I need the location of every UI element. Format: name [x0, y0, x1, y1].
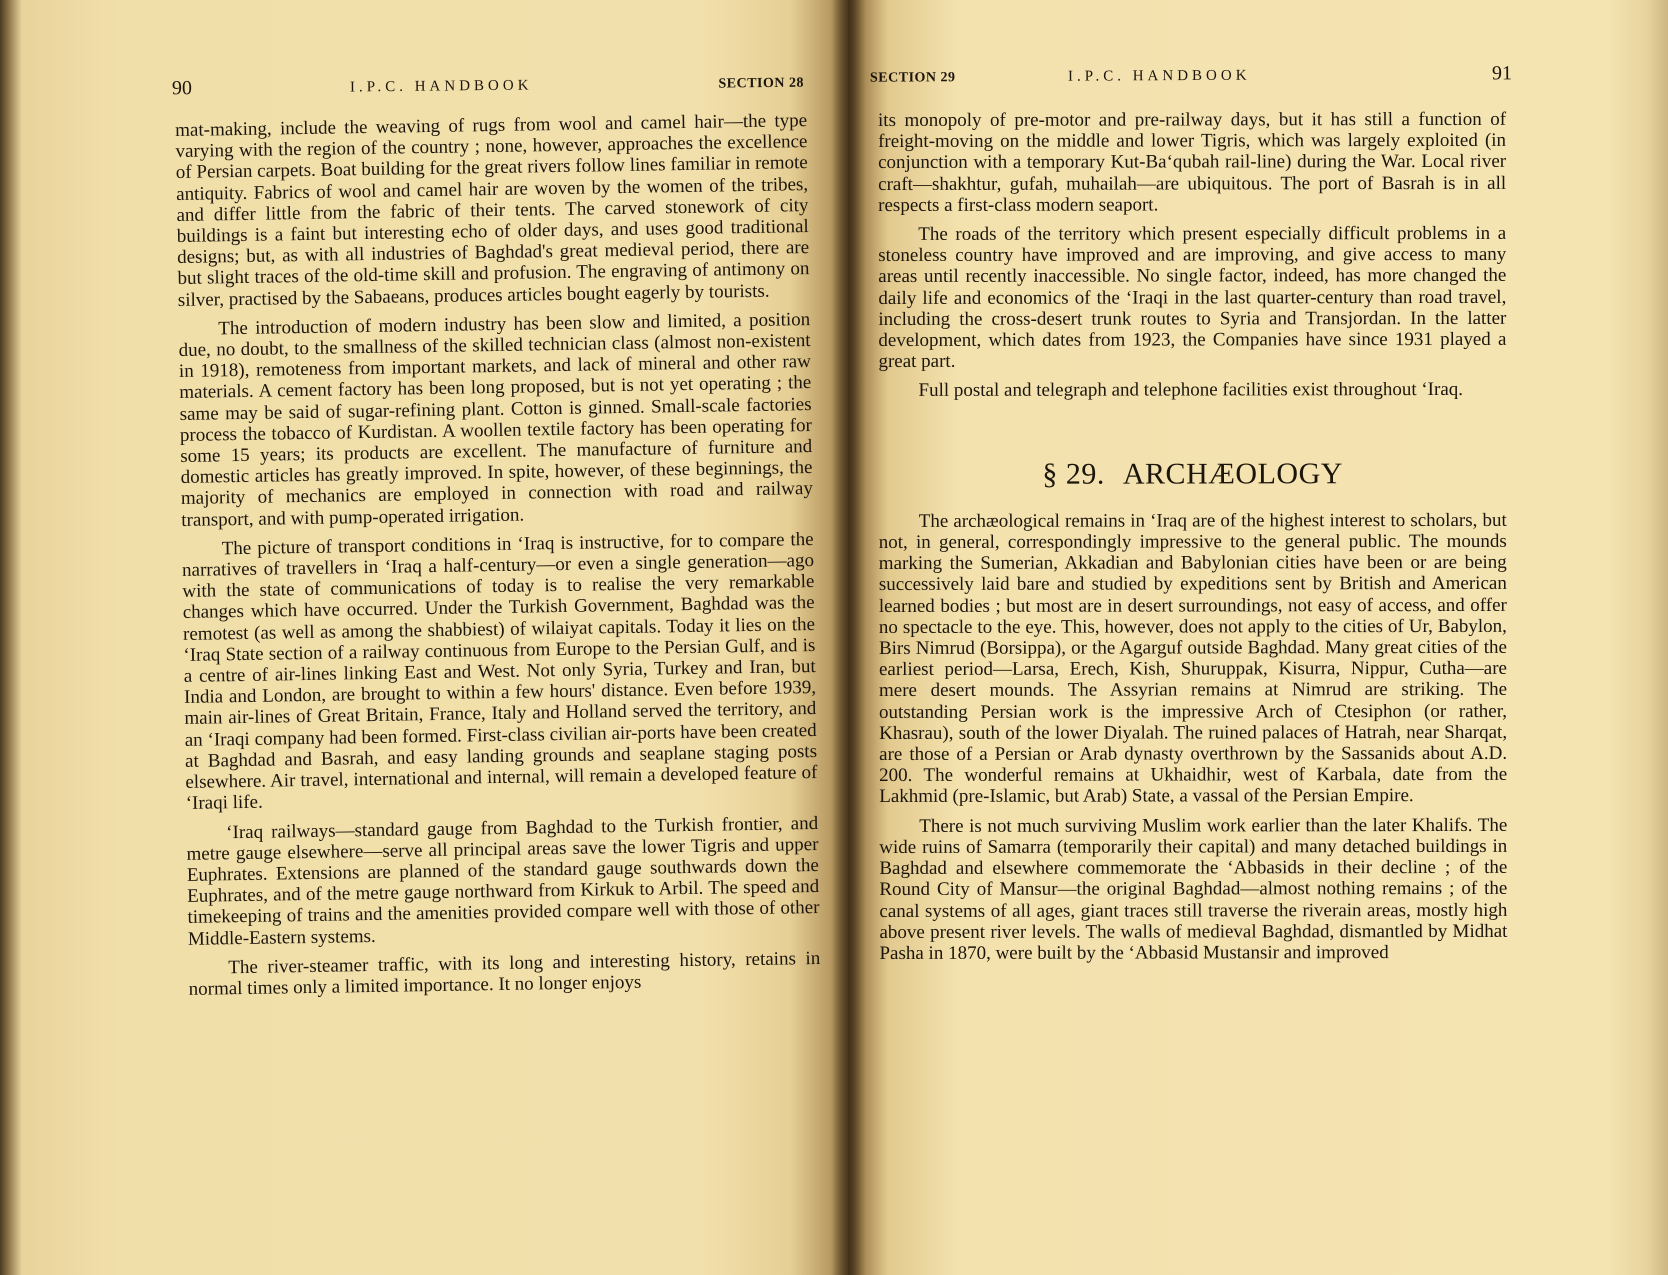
right-page-number: 91 — [1491, 62, 1513, 85]
left-paragraph: The river-steamer traffic, with its long and interesting history, retains in normal times only a limited importance. It no longer enjoys — [188, 947, 821, 1000]
right-paragraph: its monopoly of pre-motor and pre-railway days, but it has still a function of freight-moving on the middle and lower Tigris, which was largely exploited (in conjunction with a temporary Kut-Ba‘qubah rail-line) during the War. Local river craft—shakhtur, gufah, muhailah—are ubiquitous. The port of Basrah is in all respects a first-class modern seaport. — [878, 108, 1507, 216]
right-paragraph: The archæological remains in ‘Iraq are of the highest interest to scholars, but not, in general, correspondingly impressive to the general public. The mounds marking the Sumerian, Akkadian and Babylonian cities have been or are being successively laid bare and studied by expeditions sent by British and American learned bodies ; but most are in desert surroundings, not easy of access, and offer no spectacle to the eye. This, however, does not apply to the cities of Ur, Babylon, Birs Nimrud (Borsippa), or the Agarguf outside Baghdad. Many great cities of the earliest period—Larsa, Erech, Kish, Shuruppak, Kisurra, Nippur, Cutha—are mere desert mounds. The Assyrian remains at Nimrud are striking. The outstanding Persian work is the impressive Arch of Ctesiphon (or rather, Khasrau), south of the lower Diyalah. The ruined palaces of Hatrah, near Sharqat, are those of a Persian or Arab dynasty overthrown by the Sassanids about A.D. 200. The wonderful remains at Ukhaidhir, west of Karbala, date from the Lakhmid (pre-Islamic, but Arab) State, a vassal of the Persian Empire. — [878, 509, 1508, 808]
left-paragraph: The picture of transport conditions in ‘Iraq is instructive, for to compare the narratives of travellers in ‘Iraq a half-century—or even a single generation—ago with the state of communications of today is to realise the very remarkable changes which have occurred. Under the Turkish Government, Baghdad was the remotest (as well as among the shabbiest) of wilaiyat capitals. Today it lies on the ‘Iraq State section of a railway continuous from Europe to the Persian Gulf, and is a centre of air-lines linking East and West. Not only Syria, Turkey and Iran, but India and London, are brought to within a few hours' distance. Even before 1939, main air-lines of Great Britain, France, Italy and Holland served the territory, and an ‘Iraqi company had been formed. First-class civilian air-ports have been created at Baghdad and Basrah, and easy landing grounds and seaplane staging posts elsewhere. Air travel, international and internal, will remain a developed feature of ‘Iraqi life. — [181, 528, 818, 815]
right-paragraph: There is not much surviving Muslim work earlier than the later Khalifs. The wide ruins of Samarra (temporarily their capital) and many detached buildings in Baghdad and elsewhere commemorate the ‘Abbasids in their decline ; of the Round City of Mansur—the original Baghdad—almost nothing remains ; of the canal systems of all ages, giant traces still traverse the riverain areas, mostly high above present river levels. The walls of medieval Baghdad, dismantled by Midhat Pasha in 1870, were built by the ‘Abbasid Mustansir and improved — [879, 814, 1508, 964]
left-paragraph: The introduction of modern industry has been slow and limited, a position due, no doubt, to the smallness of the skilled technician class (almost non-existent in 1918), remoteness from important markets, and lack of mineral and other raw materials. A cement factory has been long proposed, but is not yet operating ; the same may be said of sugar-refining plant. Cotton is ginned. Small-scale factories process the tobacco of Kurdistan. A woollen textile factory has been operating for some 15 years; its products are excellent. The manufacture of furniture and domestic articles has greatly improved. In spite, however, of these beginnings, the majority of mechanics are employed in connection with road and railway transport, and with pump-operated irrigation. — [178, 308, 814, 531]
left-body-text — [175, 110, 821, 1008]
right-section-label: SECTION 29 — [869, 70, 956, 86]
right-paragraph: The roads of the territory which present especially difficult problems in a stoneless country have improved and are improving, and give access to many areas until recently inaccessible. No single factor, indeed, has more changed the daily life and economics of the ‘Iraqi in the last quarter-century than road travel, including the cross-desert trunk routes to Syria and Transjordan. In the latter development, which dates from 1923, the Companies have since 1931 played a great part. — [878, 222, 1507, 373]
left-section-label: SECTION 28 — [718, 75, 805, 92]
left-paragraph: ‘Iraq railways—standard gauge from Baghdad to the Turkish frontier, and metre gauge elsewhere—serve all principal areas save the lower Tigris and upper Euphrates. Extensions are planned of the standard gauge southwards down the Euphrates, and of the metre gauge northward from Kirkuk to Arbil. The speed and timekeeping of trains and the amenities provided compare well with those of other Middle-Eastern systems. — [186, 812, 820, 950]
right-body-text — [878, 109, 1508, 972]
left-paragraph: mat-making, include the weaving of rugs from wool and camel hair—the type varying with the region of the country ; none, however, approaches the excellence of Persian carpets. Boat building for the great rivers follow lines familiar in remote antiquity. Fabrics of wool and camel hair are woven by the women of the tribes, and differ little from the fabric of their tents. The carved stonework of city buildings is a faint but interesting echo of older days, and uses good traditional designs; but, as with all industries of Baghdad's great medieval period, there are but slight traces of the old-time skill and profusion. The engraving of antimony on silver, practised by the Sabaeans, produces articles bought eagerly by tourists. — [175, 110, 810, 311]
left-page-number: 90 — [171, 77, 193, 100]
right-running-title: I.P.C. HANDBOOK — [1067, 67, 1251, 85]
book-gutter — [832, 0, 866, 1275]
left-running-title: I.P.C. HANDBOOK — [349, 77, 533, 96]
section-heading — [879, 456, 1507, 491]
section-heading-title: ARCHÆOLOGY — [1122, 456, 1343, 491]
right-paragraph: Full postal and telegraph and telephone facilities exist throughout ‘Iraq. — [918, 379, 1464, 402]
right-running-head — [870, 60, 1512, 93]
section-heading-number: § 29. — [1042, 457, 1105, 491]
